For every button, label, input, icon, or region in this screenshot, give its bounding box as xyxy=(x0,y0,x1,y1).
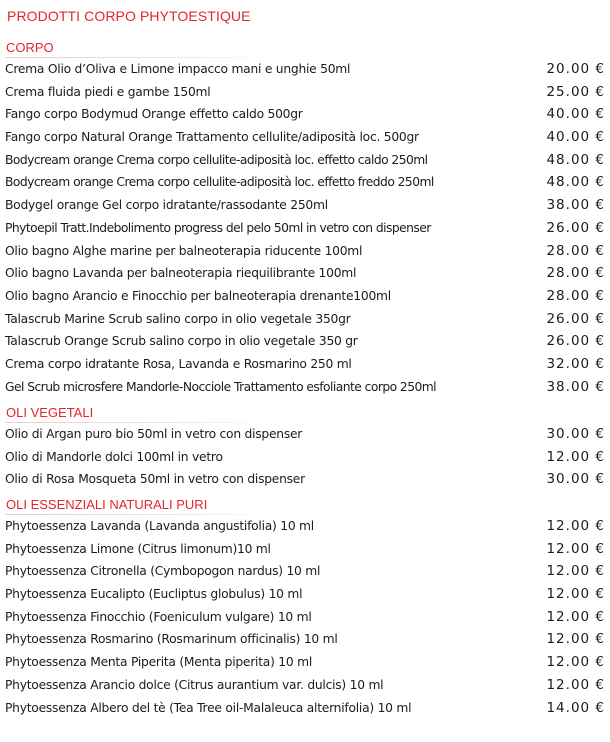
item-name: Phytoessenza Arancio dolce (Citrus aurantium var. dulcis) 10 ml xyxy=(5,677,384,692)
item-price: 12.00 € xyxy=(546,654,605,671)
section-heading: CORPO xyxy=(5,38,605,58)
item-name: Olio bagno Alghe marine per balneoterapia riducente 100ml xyxy=(5,243,363,258)
list-item xyxy=(5,628,605,651)
section-heading: OLI VEGETALI xyxy=(5,403,605,423)
item-name: Crema fluida piedi e gambe 150ml xyxy=(5,84,211,99)
item-name: Phytoessenza Rosmarino (Rosmarinum officinalis) 10 ml xyxy=(5,632,338,647)
item-name: Phytoessenza Citronella (Cymbopogon nardus) 10 ml xyxy=(5,564,321,579)
item-price: 48.00 € xyxy=(546,151,605,168)
item-name: Bodycream orange Crema corpo cellulite-adiposità loc. effetto freddo 250ml xyxy=(5,175,434,190)
item-name: Phytoepil Tratt.Indebolimento progress del pelo 50ml in vetro con dispenser xyxy=(5,220,431,235)
item-name: Crema Olio d’Oliva e Limone impacco mani e unghie 50ml xyxy=(5,62,351,76)
section-oli-essenziali xyxy=(5,495,605,719)
item-price: 25.00 € xyxy=(546,83,605,100)
list-item xyxy=(5,240,605,263)
item-name: Olio bagno Lavanda per balneoterapia riequilibrante 100ml xyxy=(5,266,357,281)
list-item xyxy=(5,651,605,674)
list-item xyxy=(5,606,605,629)
list-item xyxy=(5,353,605,376)
list-item xyxy=(5,560,605,583)
item-name: Olio bagno Arancio e Finocchio per balneoterapia drenante100ml xyxy=(5,288,391,303)
item-price: 26.00 € xyxy=(546,219,605,236)
item-price: 12.00 € xyxy=(546,631,605,648)
item-price: 40.00 € xyxy=(546,106,605,123)
item-price: 48.00 € xyxy=(546,174,605,191)
list-item xyxy=(5,515,605,538)
item-price: 28.00 € xyxy=(546,242,605,259)
list-item xyxy=(5,308,605,331)
item-price: 26.00 € xyxy=(546,310,605,327)
item-price: 14.00 € xyxy=(546,699,605,716)
item-price: 12.00 € xyxy=(546,518,605,534)
item-name: Gel Scrub microsfere Mandorle-Nocciole Trattamento esfoliante corpo 250ml xyxy=(5,379,437,394)
item-name: Talascrub Orange Scrub salino corpo in olio vegetale 350 gr xyxy=(5,334,358,349)
item-price: 12.00 € xyxy=(546,448,605,465)
list-item xyxy=(5,194,605,217)
item-name: Phytoessenza Lavanda (Lavanda angustifolia) 10 ml xyxy=(5,519,314,533)
item-name: Bodycream orange Crema corpo cellulite-adiposità loc. effetto caldo 250ml xyxy=(5,152,428,167)
list-item xyxy=(5,149,605,172)
item-price: 30.00 € xyxy=(546,471,605,488)
list-item xyxy=(5,171,605,194)
list-item xyxy=(5,217,605,240)
item-price: 12.00 € xyxy=(546,608,605,625)
item-name: Talascrub Marine Scrub salino corpo in olio vegetale 350gr xyxy=(5,311,351,326)
item-name: Bodygel orange Gel corpo idratante/rassodante 250ml xyxy=(5,198,328,213)
item-price: 38.00 € xyxy=(546,197,605,214)
list-item xyxy=(5,468,605,491)
list-item xyxy=(5,58,605,81)
item-price: 12.00 € xyxy=(546,563,605,580)
list-item xyxy=(5,446,605,469)
item-name: Phytoessenza Finocchio (Foeniculum vulgare) 10 ml xyxy=(5,609,312,624)
list-item xyxy=(5,583,605,606)
list-item xyxy=(5,538,605,561)
item-name: Fango corpo Natural Orange Trattamento cellulite/adiposità loc. 500gr xyxy=(5,130,419,145)
item-price: 28.00 € xyxy=(546,265,605,282)
item-name: Phytoessenza Menta Piperita (Menta piperita) 10 ml xyxy=(5,655,312,670)
item-price: 32.00 € xyxy=(546,355,605,372)
list-item xyxy=(5,285,605,308)
section-oli-vegetali xyxy=(5,403,605,491)
item-price: 20.00 € xyxy=(546,61,605,77)
section-corpo xyxy=(5,38,605,398)
item-name: Olio di Argan puro bio 50ml in vetro con dispenser xyxy=(5,427,303,441)
list-item xyxy=(5,674,605,697)
list-item xyxy=(5,697,605,720)
item-price: 12.00 € xyxy=(546,586,605,603)
item-price: 40.00 € xyxy=(546,129,605,146)
item-name: Crema corpo idratante Rosa, Lavanda e Rosmarino 250 ml xyxy=(5,356,352,371)
list-item xyxy=(5,81,605,104)
list-item xyxy=(5,103,605,126)
list-item xyxy=(5,262,605,285)
list-item xyxy=(5,423,605,446)
item-price: 38.00 € xyxy=(546,378,605,395)
item-name: Olio di Rosa Mosqueta 50ml in vetro con dispenser xyxy=(5,472,305,487)
item-price: 12.00 € xyxy=(546,676,605,693)
list-item xyxy=(5,330,605,353)
item-name: Phytoessenza Albero del tè (Tea Tree oil-Malaleuca alternifolia) 10 ml xyxy=(5,700,412,715)
item-price: 26.00 € xyxy=(546,333,605,350)
page-title: PRODOTTI CORPO PHYTOESTIQUE xyxy=(7,8,251,24)
section-heading: OLI ESSENZIALI NATURALI PURI xyxy=(5,495,605,515)
item-price: 30.00 € xyxy=(546,426,605,442)
item-price: 12.00 € xyxy=(546,540,605,557)
item-name: Olio di Mandorle dolci 100ml in vetro xyxy=(5,449,223,464)
item-name: Fango corpo Bodymud Orange effetto caldo 500gr xyxy=(5,107,303,122)
item-name: Phytoessenza Limone (Citrus limonum)10 ml xyxy=(5,541,271,556)
list-item xyxy=(5,126,605,149)
item-name: Phytoessenza Eucalipto (Eucliptus globulus) 10 ml xyxy=(5,587,303,602)
item-price: 28.00 € xyxy=(546,287,605,304)
list-item xyxy=(5,376,605,399)
